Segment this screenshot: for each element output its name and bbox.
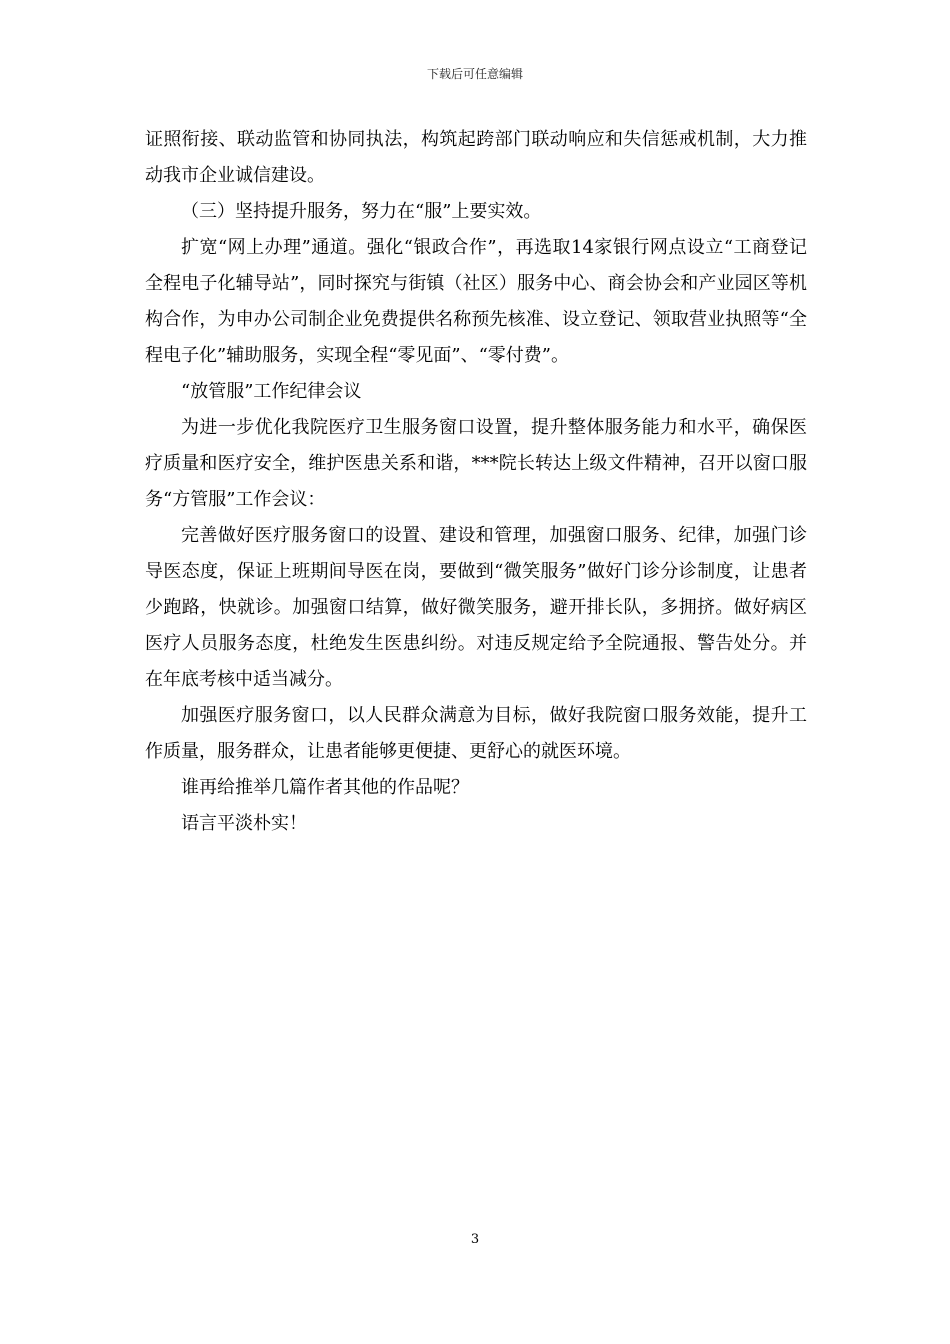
document-body	[145, 122, 807, 842]
page-header: 下载后可任意编辑	[426, 67, 523, 81]
paragraph: 扩宽“网上办理”通道。强化“银政合作”，再选取14家银行网点设立“工商登记全程电子化辅导站”，同时探究与街镇（社区）服务中心、商会协会和产业园区等机构合作，为申办公司制企业免费提供名称预先核准、设立登记、领取营业执照等“全程电子化”辅助服务，实现全程“零见面”、“零付费”。	[145, 237, 807, 366]
paragraph: 为进一步优化我院医疗卫生服务窗口设置，提升整体服务能力和水平，确保医疗质量和医疗安全，维护医患关系和谐，***院长转达上级文件精神，召开以窗口服务“方管服”工作会议：	[145, 417, 807, 510]
paragraph-continued: 证照衔接、联动监管和协同执法，构筑起跨部门联动响应和失信惩戒机制，大力推动我市企业诚信建设。	[145, 129, 807, 186]
page-number: 3	[470, 1232, 480, 1247]
paragraph: 谁再给推举几篇作者其他的作品呢？	[181, 777, 469, 798]
paragraph: 完善做好医疗服务窗口的设置、建设和管理，加强窗口服务、纪律，加强门诊导医态度，保证上班期间导医在岗，要做到“微笑服务”做好门诊分诊制度，让患者少跑路，快就诊。加强窗口结算，做好微笑服务，避开排长队，多拥挤。做好病区医疗人员服务态度，杜绝发生医患纠纷。对违反规定给予全院通报、警告处分。并在年底考核中适当减分。	[145, 525, 807, 690]
paragraph: 加强医疗服务窗口，以人民群众满意为目标，做好我院窗口服务效能，提升工作质量，服务群众，让患者能够更便捷、更舒心的就医环境。	[145, 705, 807, 762]
paragraph: 语言平淡朴实！	[181, 813, 307, 834]
subtitle: “放管服”工作纪律会议	[181, 381, 362, 402]
section-heading: （三）坚持提升服务，努力在“服”上要实效。	[181, 201, 542, 222]
